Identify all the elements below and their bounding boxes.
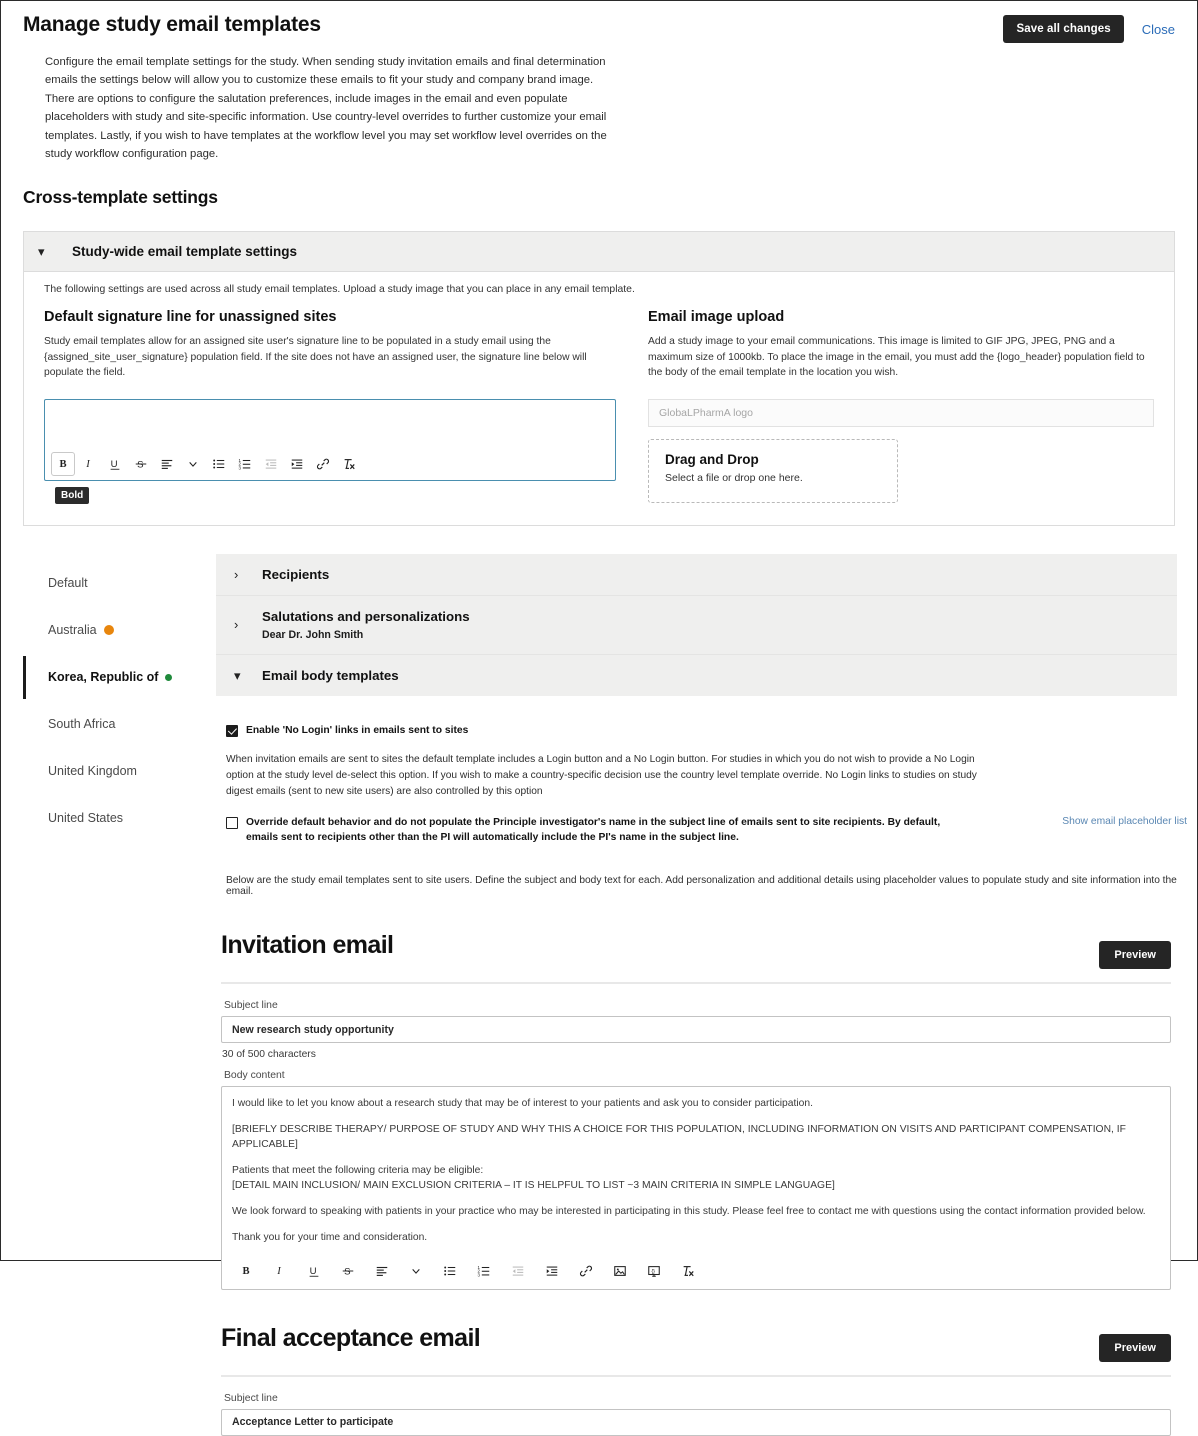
- study-wide-settings-body: [24, 272, 1174, 524]
- svg-text:2: 2: [238, 461, 241, 467]
- svg-text:U: U: [110, 458, 118, 470]
- invitation-body-label: Body content: [224, 1070, 285, 1082]
- cross-template-settings-title: Cross-template settings: [23, 187, 218, 208]
- warning-badge-icon: [104, 625, 114, 635]
- default-signature-description: Study email templates allow for an assigned site user's signature line to be populated in a study email using the {assigned_site_user_signature} population field. If the site does not have an assigned user, the signature line below will populate the field.: [44, 336, 587, 379]
- chevron-right-icon: ›: [234, 566, 239, 582]
- default-signature-heading: Default signature line for unassigned sites: [44, 309, 337, 326]
- override-pi-checkbox[interactable]: [226, 817, 238, 829]
- accordion-salutations-and-personalizations[interactable]: [216, 595, 1177, 654]
- chevron-down-icon[interactable]: [404, 1259, 428, 1283]
- sidebar-item-label: Australia: [48, 623, 97, 638]
- chevron-down-icon: ▾: [234, 667, 241, 683]
- study-wide-settings-title: Study-wide email template settings: [72, 244, 298, 260]
- insert-placeholder-icon[interactable]: [642, 1259, 666, 1283]
- page-header: [1, 1, 1197, 163]
- svg-text:U: U: [309, 1265, 317, 1277]
- sidebar-item-label: Default: [48, 576, 88, 591]
- numbered-list-icon[interactable]: [233, 452, 257, 476]
- header-actions: [1003, 15, 1175, 43]
- invitation-email-heading: Invitation email: [221, 931, 394, 960]
- signature-editor-toolbar: [45, 448, 615, 480]
- body-paragraph: I would like to let you know about a research study that may be of interest to your patients and ask you to consider participation.: [232, 1098, 813, 1110]
- outdent-icon[interactable]: [259, 452, 283, 476]
- override-pi-checkbox-row[interactable]: [226, 816, 1177, 845]
- uploaded-file-name-text: GlobaLPharmA logo: [659, 406, 753, 419]
- divider: [221, 1375, 1171, 1377]
- svg-text:2: 2: [477, 1268, 480, 1274]
- close-link[interactable]: Close: [1141, 21, 1175, 37]
- final-acceptance-subject-value: Acceptance Letter to participate: [232, 1416, 394, 1429]
- invitation-body-editor[interactable]: [221, 1086, 1171, 1289]
- underline-icon[interactable]: [103, 452, 127, 476]
- invitation-subject-value: New research study opportunity: [232, 1023, 394, 1036]
- signature-editor-wrap: [44, 399, 616, 501]
- no-login-description: When invitation emails are sent to sites the default template includes a Login button and a No Login button. For studies in which you do not wish to provide a No Login option at the study level de-select this option. If you wish to make a country-specific decision use the country level template override. No Login links to studies on study digest emails (sent to new site users) are also controlled by this option: [226, 754, 977, 798]
- svg-text:1: 1: [477, 1264, 480, 1270]
- study-wide-settings-note: The following settings are used across all study email templates. Upload a study image that you can place in any email template.: [44, 284, 635, 296]
- uploaded-file-name-input[interactable]: [648, 399, 1154, 427]
- italic-icon[interactable]: [268, 1259, 292, 1283]
- sidebar-item-label: Korea, Republic of: [48, 670, 159, 685]
- invitation-subject-input[interactable]: [221, 1016, 1171, 1043]
- accordion-email-body-templates[interactable]: [216, 654, 1177, 696]
- bold-icon[interactable]: [234, 1259, 258, 1283]
- active-badge-icon: [165, 674, 172, 681]
- strikethrough-icon[interactable]: [129, 452, 153, 476]
- body-paragraph: Patients that meet the following criteria may be eligible:: [232, 1165, 484, 1177]
- image-dropzone[interactable]: [648, 439, 898, 503]
- no-login-checkbox-row[interactable]: [226, 724, 1177, 739]
- sidebar-item-united-kingdom[interactable]: [23, 748, 216, 795]
- svg-text:3: 3: [477, 1272, 480, 1277]
- svg-text:B: B: [241, 1266, 249, 1278]
- strikethrough-icon[interactable]: [336, 1259, 360, 1283]
- underline-icon[interactable]: [302, 1259, 326, 1283]
- template-content: [216, 554, 1197, 1436]
- final-acceptance-email-block: [216, 1324, 1177, 1436]
- study-wide-settings-header[interactable]: [24, 232, 1174, 272]
- indent-icon[interactable]: [285, 452, 309, 476]
- invitation-subject-counter: 30 of 500 characters: [222, 1049, 316, 1061]
- italic-icon[interactable]: [77, 452, 101, 476]
- email-image-upload-section: [648, 309, 1154, 502]
- bold-tooltip: Bold: [55, 487, 89, 504]
- svg-text:S: S: [344, 1266, 351, 1278]
- signature-rich-text-editor[interactable]: [44, 399, 616, 481]
- email-image-upload-description: Add a study image to your email communications. This image is limited to GIF JPG, JPEG, PNG and a maximum size of 1000kb. To place the image in the email, you must add the {logo_header} population field to the body of the email template in the location you wish.: [648, 336, 1145, 379]
- link-icon[interactable]: [311, 452, 335, 476]
- divider: [221, 982, 1171, 984]
- sidebar-item-south-africa[interactable]: [23, 701, 216, 748]
- email-image-upload-heading: Email image upload: [648, 309, 785, 326]
- email-body-templates-panel: [216, 696, 1187, 1436]
- bullet-list-icon[interactable]: [207, 452, 231, 476]
- svg-text:I: I: [276, 1266, 281, 1278]
- show-email-placeholder-list-link[interactable]: Show email placeholder list: [1062, 816, 1187, 828]
- chevron-right-icon: ›: [234, 617, 239, 633]
- page-intro-text: Configure the email template settings for the study. When sending study invitation emails and final determination emails the settings below will allow you to customize these emails to fit your study and company brand image. There are options to configure the salutation preferences, include images in the email and even populate placeholders with study and site-specific information. Use country-level overrides to further customize your email templates. Lastly, if you wish to have templates at the workflow level you may set workflow level overrides on the study workflow configuration page.: [45, 56, 607, 161]
- final-acceptance-email-heading: Final acceptance email: [221, 1323, 481, 1352]
- sidebar-item-default[interactable]: [23, 560, 216, 607]
- invitation-body-toolbar: [232, 1257, 1160, 1289]
- accordion-title: Salutations and personalizations: [262, 608, 470, 624]
- no-login-checkbox-label: Enable 'No Login' links in emails sent to sites: [246, 724, 469, 736]
- dropzone-title: Drag and Drop: [665, 451, 759, 467]
- invitation-subject-label: Subject line: [224, 1000, 278, 1012]
- sidebar-item-label: United States: [48, 811, 124, 826]
- bullet-list-icon[interactable]: [438, 1259, 462, 1283]
- body-paragraph: [BRIEFLY DESCRIBE THERAPY/ PURPOSE OF STUDY AND WHY THIS A CHOICE FOR THIS POPULATION, INCLUDING INFORMATION ON VISITS AND PARTICIPANT COMPENSATION, IF APPLICABLE]: [232, 1124, 1126, 1151]
- sidebar-item-korea-republic-of[interactable]: [23, 654, 216, 701]
- svg-text:3: 3: [238, 465, 241, 470]
- dropzone-subtitle: Select a file or drop one here.: [665, 471, 803, 484]
- accordion-title: Recipients: [262, 566, 330, 582]
- numbered-list-icon[interactable]: [472, 1259, 496, 1283]
- chevron-down-icon: ▾: [38, 244, 45, 260]
- outdent-icon[interactable]: [506, 1259, 530, 1283]
- invitation-preview-button[interactable]: Preview: [1099, 941, 1171, 969]
- override-pi-checkbox-label: Override default behavior and do not populate the Principle investigator's name in the subject line of emails sent to site recipients. By default, emails sent to recipients other than the PI will automatically include the PI's name in the subject line.: [246, 817, 941, 843]
- svg-text:B: B: [58, 459, 66, 471]
- save-all-changes-button[interactable]: Save all changes: [1003, 15, 1123, 43]
- country-templates-layout: [1, 554, 1197, 1436]
- bold-icon[interactable]: [51, 452, 75, 476]
- insert-image-icon[interactable]: [608, 1259, 632, 1283]
- invitation-email-block: [216, 931, 1177, 1289]
- svg-text:{}: {}: [651, 1268, 655, 1275]
- align-left-icon[interactable]: [370, 1259, 394, 1283]
- chevron-down-icon[interactable]: [181, 452, 205, 476]
- indent-icon[interactable]: [540, 1259, 564, 1283]
- accordion-title: Email body templates: [262, 667, 399, 683]
- svg-text:I: I: [85, 459, 90, 471]
- sidebar-item-united-states[interactable]: [23, 795, 216, 842]
- clear-formatting-icon[interactable]: [337, 452, 361, 476]
- default-signature-section: [44, 309, 616, 502]
- final-acceptance-subject-label: Subject line: [224, 1392, 278, 1404]
- accordion-recipients[interactable]: [216, 554, 1177, 595]
- link-icon[interactable]: [574, 1259, 598, 1283]
- sidebar-item-label: United Kingdom: [48, 764, 137, 779]
- clear-formatting-icon[interactable]: [676, 1259, 700, 1283]
- final-acceptance-subject-input[interactable]: [221, 1409, 1171, 1436]
- no-login-checkbox[interactable]: [226, 725, 238, 737]
- body-paragraph: [DETAIL MAIN INCLUSION/ MAIN EXCLUSION CRITERIA – IT IS HELPFUL TO LIST ~3 MAIN CRITERIA IN SIMPLE LANGUAGE]: [232, 1179, 835, 1191]
- study-wide-settings-card: [23, 231, 1175, 525]
- page-title: Manage study email templates: [23, 13, 321, 36]
- templates-below-note: Below are the study email templates sent to site users. Define the subject and body text for each. Add personalization and additional details using placeholder values to populate study and site information into the email.: [226, 875, 1177, 898]
- svg-text:S: S: [137, 459, 144, 471]
- country-sidebar: [1, 554, 216, 1436]
- align-left-icon[interactable]: [155, 452, 179, 476]
- sidebar-item-label: South Africa: [48, 717, 116, 732]
- override-pi-row: [226, 816, 1187, 845]
- sidebar-item-australia[interactable]: [23, 607, 216, 654]
- svg-text:1: 1: [238, 457, 241, 463]
- accordion-subtitle: Dear Dr. John Smith: [262, 628, 364, 641]
- final-acceptance-preview-button[interactable]: Preview: [1099, 1334, 1171, 1362]
- body-paragraph: We look forward to speaking with patients in your practice who may be interested in participating in this study. Please feel free to contact me with questions using the contact information provided below.: [232, 1205, 1146, 1217]
- body-paragraph: Thank you for your time and consideration.: [232, 1231, 428, 1243]
